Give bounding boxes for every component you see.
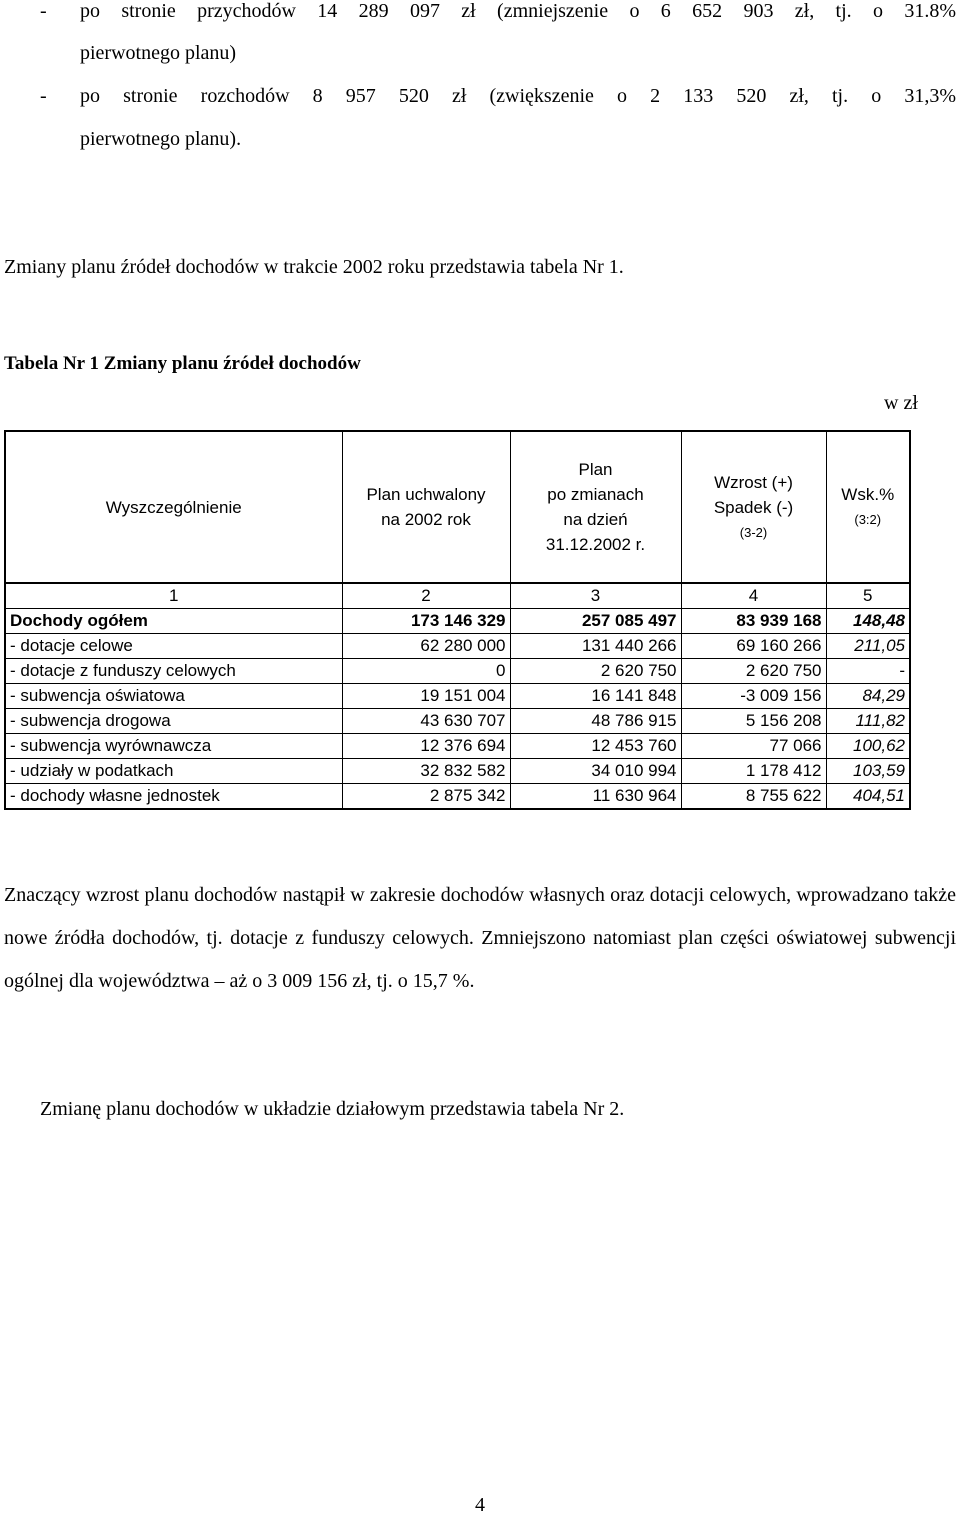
cell-change: 77 066 — [681, 734, 826, 759]
row-label: - dochody własne jednostek — [5, 784, 342, 810]
table-row-total — [5, 609, 910, 634]
cell-plan: 43 630 707 — [342, 709, 510, 734]
bullet-dash: - — [40, 0, 47, 22]
row-label: - subwencja oświatowa — [5, 684, 342, 709]
header-plan-after-changes: Plan po zmianach na dzień 31.12.2002 r. — [510, 431, 681, 583]
cell-after: 16 141 848 — [510, 684, 681, 709]
cell-percent: 84,29 — [826, 684, 910, 709]
header-description: Wyszczególnienie — [5, 431, 342, 583]
cell-after: 131 440 266 — [510, 634, 681, 659]
cell-plan: 0 — [342, 659, 510, 684]
column-number: 4 — [681, 583, 826, 609]
cell-change: 69 160 266 — [681, 634, 826, 659]
closing-sentence: Zmianę planu dochodów w układzie działowym przedstawia tabela Nr 2. — [40, 1098, 625, 1120]
cell-plan: 12 376 694 — [342, 734, 510, 759]
cell-change: 83 939 168 — [681, 609, 826, 634]
summary-paragraph: Znaczący wzrost planu dochodów nastąpił w zakresie dochodów własnych oraz dotacji celowych, wprowadzano także nowe źródła dochodów, tj. dotacje z funduszy celowych. Zmniejszono natomiast plan części oświatowej subwencji ogólnej dla województwa – aż o 3 009 156 zł, tj. o 15,7 %. — [4, 884, 956, 992]
header-change: Wzrost (+) Spadek (-) (3-2) — [681, 431, 826, 583]
cell-percent: 148,48 — [826, 609, 910, 634]
table-row — [5, 659, 910, 684]
cell-percent: - — [826, 659, 910, 684]
cell-change: 5 156 208 — [681, 709, 826, 734]
table-caption: Tabela Nr 1 Zmiany planu źródeł dochodów — [4, 353, 361, 374]
bullet-expenditure-line1: po stronie rozchodów 8 957 520 zł (zwiększenie o 2 133 520 zł, tj. o 31,3% — [80, 85, 956, 107]
table-row — [5, 634, 910, 659]
bullet-revenue-line1: po stronie przychodów 14 289 097 zł (zmniejszenie o 6 652 903 zł, tj. o 31.8% — [80, 0, 956, 22]
row-label: - udziały w podatkach — [5, 759, 342, 784]
row-label: Dochody ogółem — [5, 609, 342, 634]
cell-after: 11 630 964 — [510, 784, 681, 810]
cell-percent: 404,51 — [826, 784, 910, 810]
row-label: - subwencja drogowa — [5, 709, 342, 734]
cell-change: 1 178 412 — [681, 759, 826, 784]
cell-plan: 173 146 329 — [342, 609, 510, 634]
cell-change: 2 620 750 — [681, 659, 826, 684]
bullet-revenue-line2: pierwotnego planu) — [80, 42, 237, 64]
bullet-expenditure-line2: pierwotnego planu). — [80, 128, 242, 150]
row-label: - dotacje z funduszy celowych — [5, 659, 342, 684]
column-number: 2 — [342, 583, 510, 609]
cell-plan: 32 832 582 — [342, 759, 510, 784]
cell-after: 12 453 760 — [510, 734, 681, 759]
revenue-table — [4, 430, 911, 810]
cell-after: 257 085 497 — [510, 609, 681, 634]
row-label: - dotacje celowe — [5, 634, 342, 659]
bullet-dash: - — [40, 85, 47, 107]
cell-change: -3 009 156 — [681, 684, 826, 709]
table-row — [5, 734, 910, 759]
table-row — [5, 759, 910, 784]
cell-percent: 111,82 — [826, 709, 910, 734]
table-row — [5, 784, 910, 810]
cell-percent: 100,62 — [826, 734, 910, 759]
cell-change: 8 755 622 — [681, 784, 826, 810]
cell-plan: 19 151 004 — [342, 684, 510, 709]
cell-after: 2 620 750 — [510, 659, 681, 684]
cell-after: 48 786 915 — [510, 709, 681, 734]
column-number: 3 — [510, 583, 681, 609]
unit-label: w zł — [884, 392, 918, 414]
table-row — [5, 684, 910, 709]
table-header-row — [5, 431, 910, 583]
page-number: 4 — [475, 1494, 485, 1516]
header-plan-adopted: Plan uchwalony na 2002 rok — [342, 431, 510, 583]
row-label: - subwencja wyrównawcza — [5, 734, 342, 759]
cell-plan: 62 280 000 — [342, 634, 510, 659]
cell-percent: 103,59 — [826, 759, 910, 784]
cell-after: 34 010 994 — [510, 759, 681, 784]
header-percent: Wsk.% (3:2) — [826, 431, 910, 583]
changes-sentence: Zmiany planu źródeł dochodów w trakcie 2002 roku przedstawia tabela Nr 1. — [4, 256, 624, 278]
column-number-row — [5, 583, 910, 609]
cell-percent: 211,05 — [826, 634, 910, 659]
column-number: 5 — [826, 583, 910, 609]
table-row — [5, 709, 910, 734]
column-number: 1 — [5, 583, 342, 609]
cell-plan: 2 875 342 — [342, 784, 510, 810]
